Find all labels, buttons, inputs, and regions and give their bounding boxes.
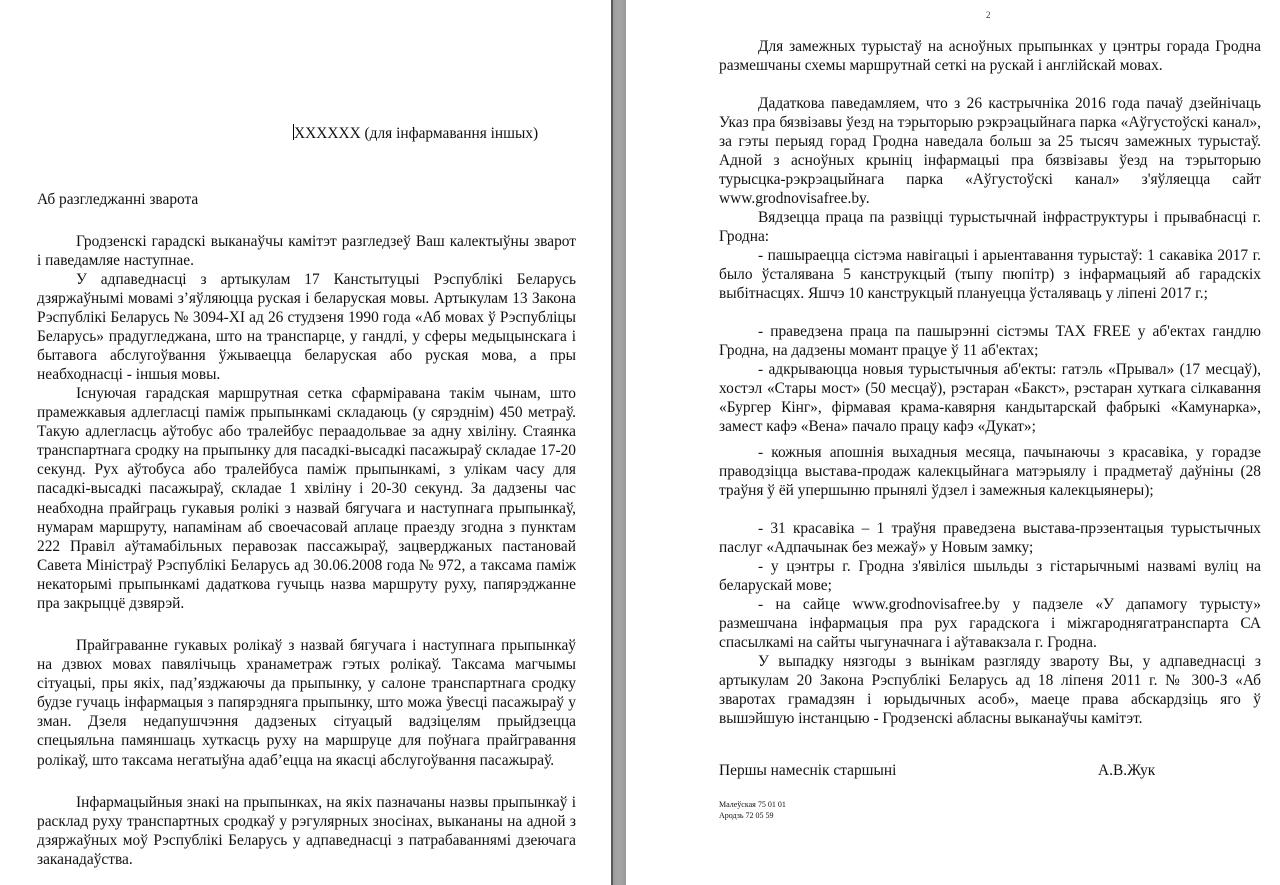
addressee-text: XXXXXX (для інфармавання іншых) — [294, 125, 539, 142]
paragraph-infrastructure: Вядзецца праца па развіцці турыстычнай інфраструктуры і прывабнасці г. Гродна: — [719, 209, 1261, 246]
list-item-presentation: - 31 красавіка – 1 траўня праведзена выстава-прэзентацыя турыстычных паслуг «Адпачынак без межаў» у Новым замку; — [719, 520, 1261, 557]
contact-line: Ародзь 72 05 59 — [719, 811, 774, 820]
list-item-tax-free: - праведзена праца па пашырэнні сістэмы TAX FREE у аб'ектах гандлю Гродна, на дадзены момант працуе ў 11 аб'ектах; — [719, 323, 1261, 360]
page-gap — [611, 0, 626, 885]
paragraph-info-signs: Інфармацыйныя знакі на прыпынках, на якіх пазначаны назвы прыпынкаў і расклад руху транспартных сродкаў у рэгулярных зносінах, выкананы на адной з дзяржаўных моў Рэспублікі Беларусь у адпаведнасці з патрабаваннямі дзеючага заканадаўства. — [37, 794, 576, 869]
list-item-new-objects: - адкрываюцца новыя турыстычныя аб'екты: гатэль «Прывал» (17 месцаў), хостэл «Стары мост» (50 месцаў), рэстаран «Бакст», рэстаран хуткага сілкавання «Бургер Кінг», фірмавая крама-кавярня кандытарскай фабрыкі «Камунарка», замест кафэ «Вена» пачало працу кафэ «Дукат»; — [719, 361, 1261, 436]
list-item-exhibition: - кожныя апошнія выхадныя месяца, пачынаючы з красавіка, у горадзе праводзіцца выстава-продаж калекцыйнага матэрыялу і прадметаў даўніны (28 траўня ў ёй упершыню прынялі ўдзел і замежныя калекцыянеры); — [719, 444, 1261, 500]
paragraph-foreign-tourists: Для замежных турыстаў на асноўных прыпынках у цэнтры горада Гродна размешчаны схемы маршрутнай сеткі на рускай і англійскай мовах. — [719, 38, 1261, 75]
paragraph-intro: Гродзенскі гарадскі выканаўчы камітэт разгледзеў Ваш калектыўны зварот і паведамляе наступнае. — [37, 233, 576, 270]
page-number: 2 — [986, 10, 991, 20]
subject-line: Аб разгледжанні зварота — [37, 191, 199, 208]
list-item-website: - на сайце www.grodnovisafree.by у падзеле «У дапамогу турысту» размешчана інфармацыя пра рух гарадскога і міжгароднягатранспарта СА спасылкамі на сайты чыгуначнага і аўтавакзала г. Гродна. — [719, 596, 1261, 652]
paragraph-visa-free: Дадаткова паведамляем, что з 26 кастрычніка 2016 года пачаў дзейнічаць Указ пра бязвізавы ўезд на тэрыторыю рэкрэацыйнага парка «Аўгустоўскі канал», за гэты перыяд горад Гродна наведала больш за 25 тысяч замежных турыстаў. Адной з асноўных крыніц інфармацыі пра бязвізавы ўезд на тэрыторыю турысцка-рэкрэацыйнага парка «Аўгустоўскі канал» з'яўляецца сайт www.grodnovisafree.by. — [719, 95, 1261, 208]
list-item-street-signs: - у цэнтры г. Гродна з'явіліся шыльды з гістарычнымі назвамі вуліц на беларускай мове; — [719, 558, 1261, 595]
addressee-line — [293, 124, 538, 143]
signature-name: А.В.Жук — [1098, 762, 1156, 779]
paragraph-constitution: У адпаведнасці з артыкулам 17 Канстытуцыі Рэспублікі Беларусь дзяржаўнымі мовамі з’яўляюцца руская і беларуская мовы. Артыкулам 13 Закона Рэспублікі Беларусь № 3094-XI ад 26 студзеня 1990 года «Аб мовах ў Рэспубліцы Беларусь» прадугледжана, што на транспарце, у гандлі, у сферы медыцынскага і бытавога абслугоўвання ўжываецца беларуская або руская мова, а пры неабходнасці - іншыя мовы. — [37, 271, 576, 384]
paragraph-audio-rolls: Прайграванне гукавых ролікаў з назвай бягучага і наступнага прыпынкаў на дзвюх мовах павялічыць хранаметраж гэтых ролікаў. Таксама магчымы сітуацыі, пры якіх, пад’язджаючы да прыпынку, у салоне транспартнага сродку будзе гучаць інфармацыя з папярэдняга прыпынку, што можа ўвесці пасажыраў у зман. Дзеля недапушчэння дадзеных сітуацый вадзіцелям прыйдзецца спецыяльна памяншаць хуткасць руху на маршруце для поўнага прайгравання ролікаў, што таксама негатыўна адаб’ецца на якасці абслугоўвання пасажыраў. — [37, 637, 576, 769]
paragraph-appeal: У выпадку нязгоды з вынікам разгляду звароту Вы, у адпаведнасці з артыкулам 20 Закона Рэспублікі Беларусь ад 18 ліпеня 2011 г. № 300-З «Аб зваротах грамадзян і юрыдычных асоб», маеце права абскардзіць яго ў вышэйшую інстанцыю - Гродзенскі абласны выканаўчы камітэт. — [719, 653, 1261, 728]
document-page-1 — [0, 0, 611, 885]
document-page-2 — [626, 0, 1280, 885]
list-item-navigation: - пашыраецца сістэма навігацыі і арыентавання турыстаў: 1 сакавіка 2017 г. было ўсталявана 5 канструкцый (тыпу пюпітр) з інфармацыяй аб гарадскіх выбітнасцях. Яшчэ 10 канструкцый плануецца ўсталяваць у ліпені 2017 г.; — [719, 247, 1261, 303]
signature-title: Першы намеснік старшыні — [719, 762, 897, 779]
paragraph-route-network: Існуючая гарадская маршрутная сетка сфарміравана такім чынам, што прамежкавыя адлегласці паміж прыпынкамі складаюць (у сярэднім) 450 метраў. Такую адлегласць аўтобус або тралейбус пераадольвае за адну хвіліну. Стаянка транспартнага сродку на прыпынку для пасадкі-высадкі пасажыраў складае 17-20 секунд. Рух аўтобуса або тралейбуса паміж прыпынкамі, з улікам часу для пасадкі-высадкі пасажыраў, складае 1 хвіліну і 20-30 секунд. За дадзены час неабходна прайграць гукавыя ролікі з назвай бягучага и наступнага прыпынкаў, нумарам маршруту, напамінам аб своечасовай аплаце праезду згодна з пунктам 222 Правіл аўтамабільных перавозак пассажыраў, зацверджаных пастановай Савета Міністраў Рэспублікі Беларусь ад 30.06.2008 года № 972, а таксама паміж некаторымі прыпынкамі дадаткова гучыць назва маршруту руху, папярэджанне пра закрыццё дзвярэй. — [37, 385, 576, 613]
contact-line: Малеўская 75 01 01 — [719, 800, 786, 809]
